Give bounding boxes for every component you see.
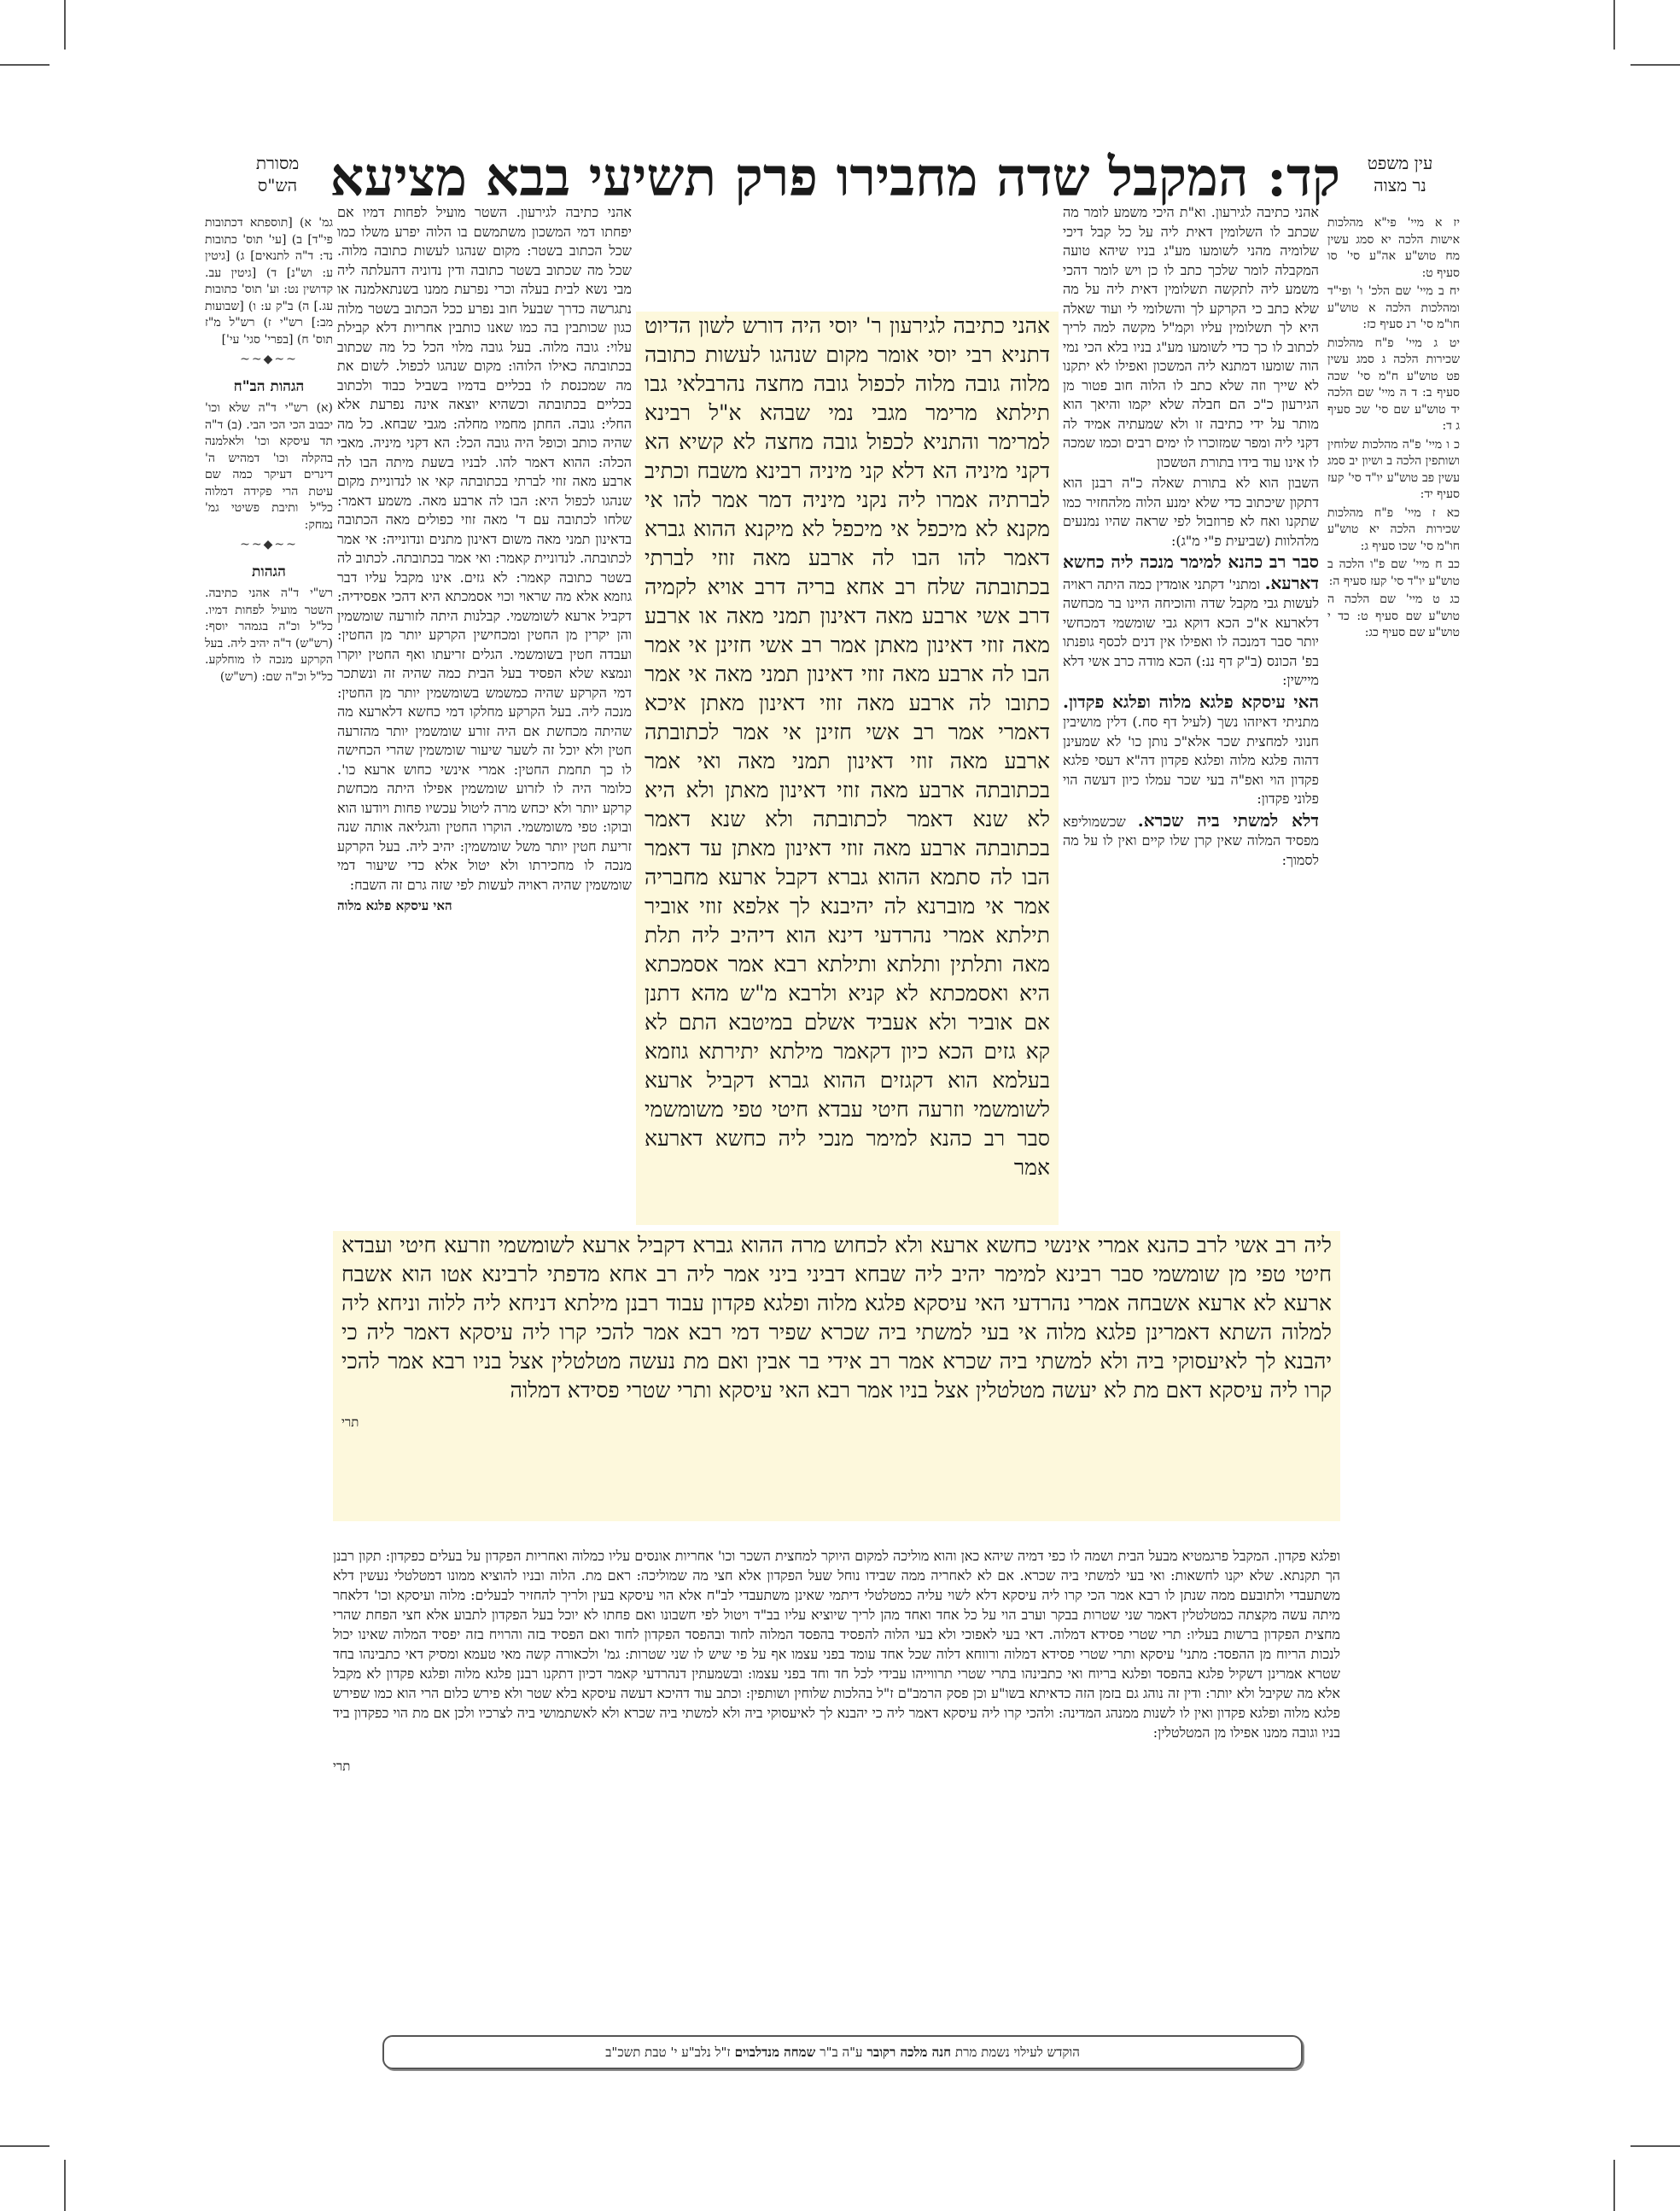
hagahot-habach-text: (א) רש"י ד"ה שלא וכו' יכבוב הכי הכי הבי. (ב) ד"ה תד עיסקא וכו' ולאלמנה בהקלה וכו' דמהיש ה' דינרים דעיקר כמה שם עיטת הרי פקידה דמלוה כל"ל ותיבת פשיטי גמ' נמחק: <box>205 401 333 532</box>
masoret-column <box>205 215 333 770</box>
bottom-catchword <box>333 1756 1340 1776</box>
tosafot-column <box>1063 203 1319 1228</box>
ein-mishpat-entry: כג ט מיי' שם הלכה ה טוש"ע שם סעיף ט: כד י טוש"ע שם סעיף כג: <box>1327 592 1460 639</box>
tosafot-paragraph <box>1063 811 1319 871</box>
gemara-paragraph: אהני כתיבה לגירעון ר' יוסי היה דורש לשון הדיוט דתניא רבי יוסי אומר מקום שנהגו לעשות כתובה מלוה גובה מלוה לכפול גובה מחצה נהרבלאי גבו תילתא מרימר מגבי נמי שבהא א"ל רבינא למרימר והתניא לכפול גובה מחצה לא קשיא הא דקני מיניה הא דלא קני מיניה רבינא משבח וכתיב לברתיה אמרו ליה נקני מיניה דמר אמר להו אי מקנא לא מיכפל אי מיכפל לא מיקנא ההוא גברא דאמר להו הבו לה ארבע מאה זוזי לברתי בכתובתה שלח רב אחא בריה דרב אויא לקמיה דרב אשי ארבע מאה דאינון תמני מאה או ארבע מאה זוזי דאינון מאתן אמר רב אשי חזינן אי אמר הבו לה ארבע מאה זוזי דאינון תמני מאה אי אמר כתובו לה ארבע מאה זוזי דאינון מאתן איכא דאמרי אמר רב אשי חזינן אי אמר לכתובתה ארבע מאה זוזי דאינון תמני מאה ואי אמר בכתובתה ארבע מאה זוזי דאינון מאתן ולא היא לא שנא דאמר לכתובתה ולא שנא דאמר בכתובתה ארבע מאה זוזי דאינון מאתן עד דאמר הבו לה סתמא ההוא גברא דקבל ארעא מחבריה אמר אי מוברנא לה יהיבנא לך אלפא זוזי אוביר תילתא אמרי נהרדעי דינא הוא דיהיב ליה תלת מאה ותלתין ותלתא ותילתא רבא אמר אסמכתא היא ואסמכתא לא קניא ולרבא מ"ש מהא דתנן אם אוביר ולא אעביד אשלם במיטבא התם לא קא גזים הכא כיון דקאמר מילתא יתירתא גוזמא בעלמא הוא דקגזים ההוא גברא דקביל ארעא לשומשמי וזרעה חיטי עבדא חיטי טפי משומשמי סבר רב כהנא למימר מנכי ליה כחשא דארעא אמר <box>645 313 1050 1180</box>
tosafot-text: אהני כתיבה לגירעון. וא"ת היכי משמע לומר מה שכתב לו השלומין דאית ליה על כל קבל דיכי שלומיה מהני לשומעו מע"ג בניו שיהא טועה המקבלה לומר שלכך כתב לו כן ויש לומר דהכי משמע ליה לתקשה תשלומין דאית ליה על מה שלא כתב כי הקרקע לך והשלומי לי ועוד שאלה היא לך תשלומין עליו וקמ"ל מקשה למה לריך לכתוב לו כך כדי לשומעו מע"ג בניו בלא הכי נמי הוה שומעו דמתנא ליה המשכון ואפילו לא יתקנו לא שייך וזה שלא כתב לו הלוה חוב פטור מן הגירעון כ"כ הם חבלה שלא יקמו והיאך הוא מותר על ידי כתיבה זו ולא שמעתיה אמיד לה דקני ליה ומפר שמזוכרו לו ימים רבים וכמו שמכה לו אינו עוד בידו בתורת הטשכון <box>1063 204 1319 470</box>
crop-mark <box>1613 2160 1615 2211</box>
crop-mark <box>1630 64 1680 66</box>
tosafot-text: מתניתי דאיזהו נשך (לעיל דף סח.) דלין מושיבין חנוני למחצית שכר אלא"כ נותן כו' לא שמעינן דהוה פלגא מלוה ופלגא פקדון דה"א דעסי פלגא פקדון הוי ואפ"ה בעי שכר עמלו כיון דעשה הוי פלוני פקדון: <box>1063 714 1319 807</box>
tosafot-paragraph <box>1063 552 1319 691</box>
crop-mark <box>1630 2145 1680 2147</box>
tosafot-text: ומתני' דקתני אומדין כמה היתה ראויה לעשות גבי מקבל שדה והוכיחה היינו בר מכחשה דלארעא א"כ הכא דוקא גבי שומשמי דמכחשי יותר סבר דמנכה לו ואפילו אין דנים לכסף גופנתו בפ' הכונס (ב"ק דף ננ:) הכא מודה כרב אשי דלא מיישין: <box>1063 575 1319 688</box>
crop-mark <box>1613 0 1615 50</box>
ein-mishpat-entry: יט ג מיי' פ"ח מהלכות שכירות הלכה ג סמג עשין פט טוש"ע ח"מ סי' שכה סעיף ב: ד ה מיי' שם הלכה יד טוש"ע שם סי' שכ סעיף ג ד: <box>1327 335 1460 433</box>
masoret-label-line1: מסורת <box>255 153 300 173</box>
dedication-name-1: חנה מלכה רקובר <box>866 2044 952 2060</box>
tosafot-paragraph <box>1063 203 1319 472</box>
ein-mishpat-label-line1: עין משפט <box>1367 153 1433 173</box>
crop-mark <box>0 64 50 66</box>
hagahot-habach-title: הגהות הב"ח <box>233 377 305 395</box>
hagahot-text: רש"י ד"ה אהני כתיבה. השטר מועיל לפחות דמיו. כל"ל וכ"ה בגמהר יוסף: (רש"ש) ד"ה יהיב ליה. בעל הקרקע מנכה לו מוחלקע. כל"ל וכ"ה שם: (רש"ש) <box>205 586 333 684</box>
catchword: תרי <box>341 1415 359 1430</box>
crop-mark <box>0 2145 50 2147</box>
ein-mishpat-entry: כ ו מיי' פ"ה מהלכות שלוחין ושותפין הלכה ב ושיון יב סמג עשין פב טוש"ע יו"ד סי' קעז סעיף יד: <box>1327 437 1460 501</box>
masoret-refs: גמ' א) [תוספתא דכתובות פי"ד] ב) [עי' תוס' כתובות נד: ד"ה לתנאים] ג) [גיטין ע: וש"נ] ד) [גיטין עב. קדושין נט: וע' תוס' כתובות עג.] ה) ב"ק ע: ו) [שבועות מב:] רש"י ז) רש"ל מ"ז תוס' ח) [בפרי' סגי' עי'] <box>205 216 333 347</box>
crop-mark <box>64 2160 66 2211</box>
page-title: קד: המקבל שדה מחבירו פרק תשיעי בבא מציעא <box>330 146 1340 208</box>
ein-mishpat-label <box>1340 152 1460 196</box>
hagahot-title: הגהות <box>252 563 286 580</box>
dedication-name-2: שמחה מנדלבוים <box>734 2044 816 2060</box>
dedication-mid: ע"ה ב"ר <box>820 2044 863 2060</box>
tosafot-paragraph <box>1063 692 1319 809</box>
tosafot-paragraph <box>1063 474 1319 551</box>
tosafot-dibbur-hamatchil: דלא למשתי ביה שכרא. <box>1137 809 1319 831</box>
gemara-main-text <box>636 312 1059 1225</box>
tosafot-text: שכשמוליפא מפסיד המלוה שאין קרן שלו קיים ואין לו על מה לסמוך: <box>1063 813 1319 868</box>
masoret-label <box>230 152 324 196</box>
divider-flourish: ~~◆~~ <box>240 538 298 551</box>
masoret-label-line2: הש"ס <box>257 175 298 195</box>
tosafot-text: השבון הוא לא בתורת שאלה כ"ה רבנן הוא דתקון שיכתוב כדי שלא ימנע הלוה מלהחזיר כמו שתקנו ואח לא פרוזבול לפי שראה שהיו נמנעים מלהלוות (שביעית פ"י מ"ג): <box>1063 475 1319 549</box>
gemara-paragraph: ליה רב אשי לרב כהנא אמרי אינשי כחשא ארעא ולא לכחוש מרה ההוא גברא דקביל ארעא לשומשמי וזרעא חיטי ועבדא חיטי טפי מן שומשמי סבר רבינא למימר יהיב ליה שבחא דביני ביני אמר ליה רב אחא מדפתי לרבינא אטו הוא אשבח ארעא לא ארעא אשבחה אמרי נהרדעי האי עיסקא פלגא מלוה ופלגא פקדון עבוד רבנן מילתא דניחא ליה ללוה וניחא ליה למלוה השתא דאמרינן פלגא מלוה אי בעי למשתי ביה שכרא שפיר דמי רבא אמר להכי קרו ליה עיסקא דאמר ליה כי יהבנא לך לאיעסוקי ביה ולא למשתי ביה שכרא אמר רב אידי בר אבין ואם מת נעשה מטלטלין אצל בניו רבא אמר להכי קרו ליה עיסקא דאם מת לא יעשה מטלטלין אצל בניו אמר רבא האי עיסקא ותרי שטרי פסידא דמלוה <box>341 1233 1332 1403</box>
bottom-commentary <box>333 1532 1340 1942</box>
crop-mark <box>64 0 66 50</box>
ein-mishpat-label-line2: נר מצוה <box>1374 175 1426 195</box>
ein-mishpat-entry: יז א מיי' פי"א מהלכות אישות הלכה יא סמג עשין מח טוש"ע אה"ע סי' סו סעיף ט: <box>1327 216 1460 280</box>
tosafot-dibbur-hamatchil: האי עיסקא פלגא מלוה ופלגא פקדון. <box>1063 691 1319 712</box>
rashi-text: אהני כתיבה לגירעון. השטר מועיל לפחות דמיו אם יפחתו דמי המשכון משתמשם בו הלוה יפרע משלו כמו שכל הכתוב בשטר: מקום שנהגו לעשות כתובה מלוה. שכל מה שכתוב בשטר כתובה ודין נדוניה דהעלתה ליה מבי נשא לבית בעלה וכרי נפרעת ממנו בשנתאלמנה או נתגרשה כדרך שבעל חוב נפרע ככל הכתוב בשטר מלוה כגון שכותבין בה כמו שאנו כותבין אחריות דלא קבילת עלוי: גובה מלוה. בעל גובה מלוי הכל כל מה שכתוב בכתובתה כאילו הלוהו: מקום שנהגו לכפול. לשום את מה שמכנסת לו בכליים בדמיו בשביל כבוד ולכתוב בכליים בכתובתה וכשהיא יוצאה אינה נפרעת אלא החלי: גובה. החתן מחמיו מחלה: מגבי שבחא. כל מה שהיה כותב וכופל היה גובה הכל: הא דקני מיניה. מאבי הכלה: ההוא דאמר להו. לבניו בשעת מיתה הבו לה ארבע מאה זוזי לברתי בכתובתה קאי או לנדוניית מקום שנהגו לכפול היא: הבו לה ארבע מאה. משמע דאמר: שלחו לכתובה עם ד' מאה זוזי כפולים מאה הכתובה בדאינון תמני מאה משום דאינון מתנים ונדונייה: אי אמר לכתובתה. לנדוניית קאמר: ואי אמר בכתובתה. לכתוב לה בשטר כתובה קאמר: לא גזים. אינו מקבל עליו דבר גוזמא אלא מה שראוי וכוי אסמכתא היא דהכי אפסידיה: דקביל ארעא לשומשמי. קבלנות היתה לזורעה שומשמין והן יקרין מן החטין ומכחישין הקרקע יותר מן החטין: ועבדה חטין בשומשמי. הגלים זריעתו ואף החטין יוקרו ונמצא שלא הפסיד בעל הבית כמה שהיה זה ונשתכר דמי הקרקע שהיה כמשמש בשומשמין יותר מן החטין: מנכה ליה. בעל הקרקע מחלקו דמי כחשא דלארעא מה שהיתה מכחשת אם היה זורע שומשמין יותר מהזרעה חטין ולא יוכל זה לשער שיעור שומשמין שהרי הכחישה לו כך תחמת החטין: אמרי אינשי כחוש ארעא כו'. כלומר היה לו לזרוע שומשמין אפילו היתה מכחשת קרקע יותר ולא יכחש מרה ליטול עכשיו פחות ויודעו הוא ובוקו: טפי משומשמי. הוקרו החטין והגליאה אותה שנה זריעת חטין יותר משל שומשמין: יהיב ליה. בעל הקרקע מנכה לו מחכירתו ולא יטול אלא כדי שיעור דמי שומשמין שהיה ראויה לעשות לפי שזה גרם זה השבח: <box>337 204 632 893</box>
dedication-footer <box>382 2035 1303 2069</box>
ein-mishpat-entry: כב ח מיי' שם פ"ו הלכה ב טוש"ע יו"ד סי' קעז סעיף ה: <box>1327 557 1460 588</box>
ein-mishpat-entry: כא ז מיי' פ"ח מהלכות שכירות הלכה יא טוש"ע חו"מ סי' שכו סעיף ג: <box>1327 505 1460 553</box>
ein-mishpat-column <box>1327 215 1460 659</box>
catchword: האי עיסקא פלגא מלוה <box>337 898 452 913</box>
dedication-pre: הוקדש לעילוי נשמת מרת <box>955 2044 1080 2060</box>
tosafot-dibbur-hamatchil: סבר רב כהנא למימר מנכה ליה כחשא דארעא. <box>1063 551 1319 593</box>
bottom-commentary-text: ופלגא פקדון. המקבל פרגמטיא מבעל הבית ושמה לו כפי דמיה שיהא כאן והוא מוליכה למקום היוקר למחצית השכר וכו' אחריות אונסים עליו כמלוה ואחריות הפקדון על בעלים כפקדון: תקון רבנן הך תקנתא. שלא יקנו לחשאות: ואי בעי למשתי ביה שכרא. אם לא לאחריה ממה שבידו נוחל שעל הפקדון אלא חצי מה שמוליכה: ראם מת. הלוה ובניו להוציא ממונו דמטלטלי נעשין דלא משתעבדי ולתובעם ממה שנתן לו רבא אמר הכי קרו ליה עיסקא דלא לשוי עליה כמטלטלי דיתמי שאינן משתעבדי לב"ח אלא הוי עיסקא בעין ולריך להחזיר לבעלים: מלוה ועיסקא וכו' דלאחר מיתה עשה מקצתה כמטלטלין דאמר שני שטרות בבקר וערב הוי על כל אחד ואחד מהן לריך שיוציא עליו בב"ד ויטול לפי חשבונו ואם פחתו לא יוכל בעל הפקדון לתבוע אלא חצי הפחת שהרי מחצית הפקדון ברשות בעליו: תרי שטרי פסידא דמלוה. דאי בעי לאפוכי ולא בעי הלוה להפסיד בהפסד המלוה לחוד ובהפסד הפקדון לחוד ואם הפסיד בזה והרויח בזה יפסיד המלוה שאינו יכול לנכות הריוח מן ההפסד: מתני' עיסקא ותרי שטרי פסידא דמלוה ורווחא דלוה שכל אחד עומד בפני עצמו אף על פי שיש לו שני שטרות: גמ' ולכאורה קשה מאי טעמא ומסיק דאי כתבינהו בחד שטרא אמרינן דשקיל פלגא בהפסד ופלגא בריוח ואי כתבינהו בתרי שטרי תרווייהו עבידי לכל חד וחד בפני עצמו: ובשמעתין דנהרדעי קאמר דכיון דתקנו רבנן פלגא מלוה ופלגא פקדון לא מקבל אלא מה שקיבל ולא יותר: ודין זה נוהג גם בזמן הזה כדאיתא בשו"ע וכן פסק הרמב"ם ז"ל בהלכות שלוחין ושותפין: וכתב עוד דהיכא דעשה עיסקא בלא שטר ולא פירש כלום הרי הוא כמו שפירש פלגא מלוה ופלגא פקדון ואין לו לשנות ממנהג המדינה: ולהכי קרו ליה עיסקא דאמר ליה כי יהבנא לך לאיעסוקי ביה ולא למשתי ביה שכרא ולא לאשתמושי ביה לצרכיו ולכן אם מת הוי כפקדון ביד בניו וגובה ממנו אפילו מן המטלטלין: <box>333 1548 1340 1741</box>
ein-mishpat-entry: יח ב מיי' שם הלכ' ו' ופי"ד ומהלכות הלכה א טוש"ע חו"מ סי' רנ סעיף כז: <box>1327 284 1460 331</box>
catchword: תרי <box>333 1759 351 1774</box>
rashi-catchword <box>337 896 632 916</box>
rashi-column <box>337 203 632 1531</box>
dedication-post: ז"ל נלב"ע י' טבת תשכ"ב <box>605 2044 731 2060</box>
divider-flourish: ~~◆~~ <box>240 353 298 366</box>
